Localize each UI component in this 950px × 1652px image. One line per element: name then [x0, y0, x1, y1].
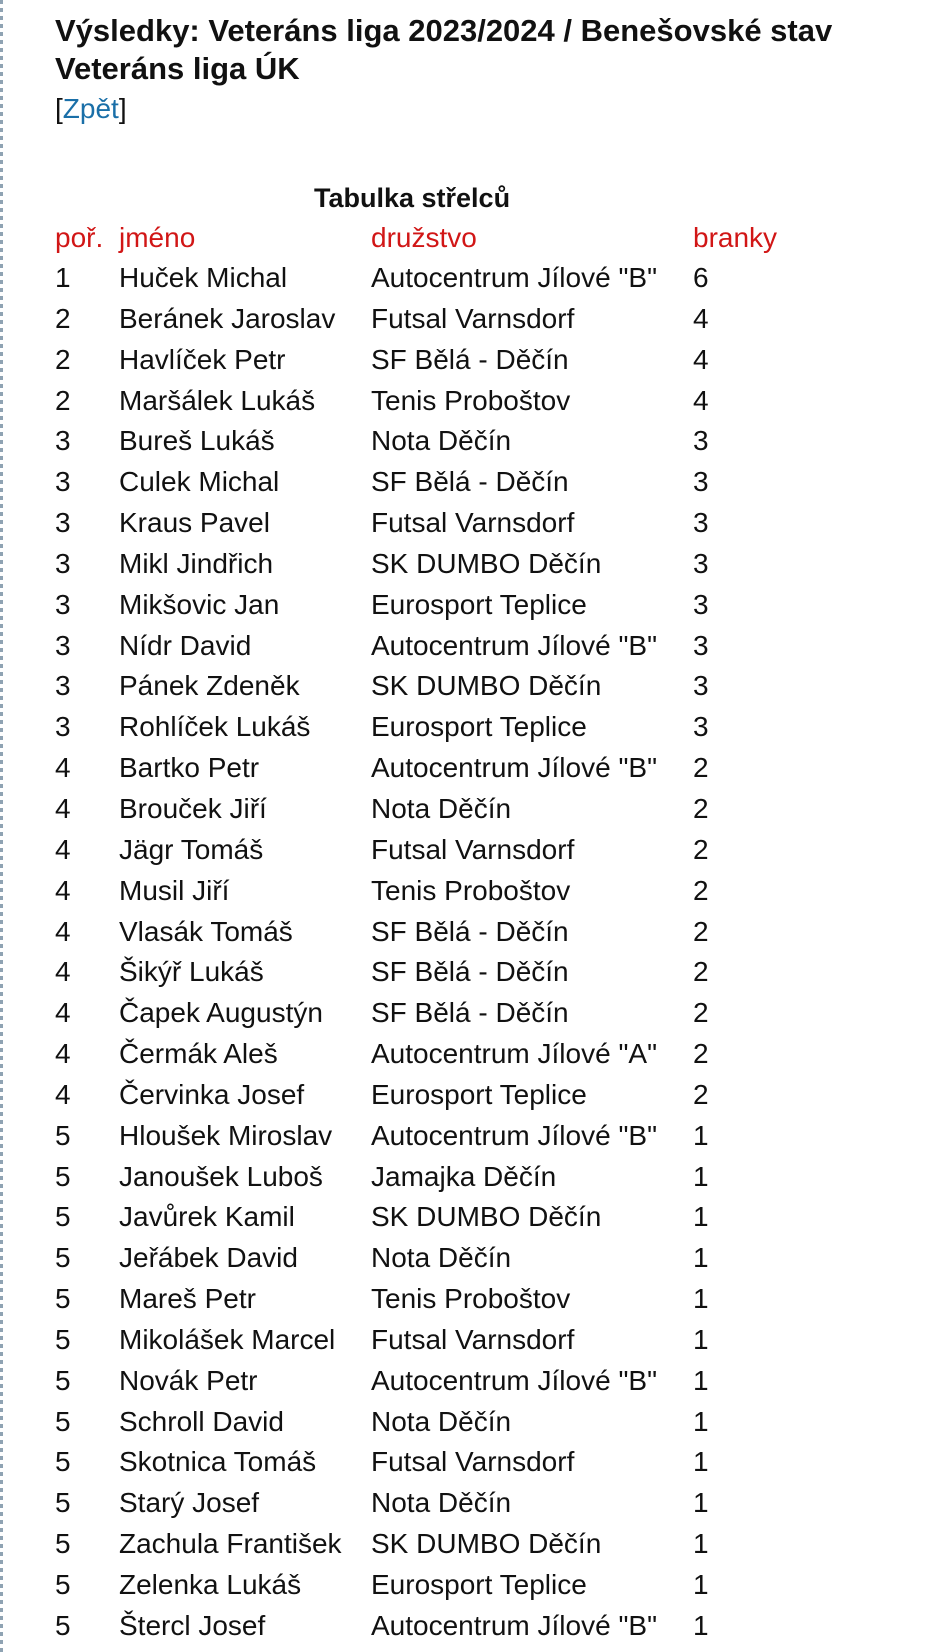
table-row — [55, 1116, 777, 1157]
cell-goals: 3 — [693, 547, 709, 579]
cell-team: Tenis Proboštov — [371, 874, 571, 906]
cell-player-name: Čapek Augustýn — [119, 997, 323, 1029]
table-row — [55, 1034, 777, 1075]
cell-goals: 1 — [693, 1364, 709, 1396]
cell-rank: 2 — [55, 384, 71, 416]
cell-team: Futsal Varnsdorf — [371, 833, 575, 865]
cell-player-name: Štercl Josef — [119, 1609, 266, 1641]
back-bracket-close: ] — [118, 93, 127, 124]
cell-goals: 3 — [693, 711, 709, 743]
cell-rank: 5 — [55, 1283, 71, 1315]
results-page — [55, 12, 950, 1647]
cell-team: Nota Děčín — [371, 1487, 512, 1519]
cell-player-name: Červinka Josef — [119, 1078, 305, 1110]
cell-team: SF Bělá - Děčín — [371, 343, 569, 375]
page-title-line-1: Výsledky: Veteráns liga 2023/2024 / Benešovské stav — [55, 13, 833, 48]
cell-goals: 1 — [693, 1487, 709, 1519]
cell-team: SF Bělá - Děčín — [371, 466, 569, 498]
cell-rank: 5 — [55, 1119, 71, 1151]
cell-rank: 3 — [55, 670, 71, 702]
cell-player-name: Pánek Zdeněk — [119, 670, 300, 702]
cell-player-name: Beránek Jaroslav — [119, 302, 336, 334]
cell-rank: 5 — [55, 1487, 71, 1519]
scorers-table-body — [55, 258, 777, 1647]
cell-rank: 5 — [55, 1201, 71, 1233]
cell-goals: 2 — [693, 833, 709, 865]
cell-player-name: Kraus Pavel — [119, 507, 270, 539]
cell-player-name: Schroll David — [119, 1405, 284, 1437]
cell-team: Autocentrum Jílové "B" — [371, 1364, 658, 1396]
cell-goals: 1 — [693, 1242, 709, 1274]
cell-rank: 4 — [55, 874, 71, 906]
cell-player-name: Bartko Petr — [119, 752, 260, 784]
table-row — [55, 830, 777, 871]
cell-goals: 1 — [693, 1119, 709, 1151]
table-row — [55, 503, 777, 544]
cell-team: Autocentrum Jílové "B" — [371, 752, 658, 784]
table-row — [55, 544, 777, 585]
cell-rank: 4 — [55, 915, 71, 947]
table-row — [55, 1075, 777, 1116]
table-row — [55, 1565, 777, 1606]
cell-rank: 5 — [55, 1323, 71, 1355]
cell-player-name: Jägr Tomáš — [119, 833, 264, 865]
cell-goals: 2 — [693, 874, 709, 906]
cell-rank: 4 — [55, 1038, 71, 1070]
cell-player-name: Musil Jiří — [119, 874, 230, 906]
cell-team: Futsal Varnsdorf — [371, 302, 575, 334]
cell-goals: 2 — [693, 792, 709, 824]
cell-player-name: Mikšovic Jan — [119, 588, 280, 620]
cell-goals: 3 — [693, 588, 709, 620]
cell-rank: 4 — [55, 997, 71, 1029]
cell-player-name: Šikýř Lukáš — [119, 956, 264, 988]
cell-player-name: Vlasák Tomáš — [119, 915, 293, 947]
cell-player-name: Nídr David — [119, 629, 252, 661]
table-row — [55, 789, 777, 830]
table-row — [55, 381, 777, 422]
cell-goals: 1 — [693, 1405, 709, 1437]
cell-goals: 3 — [693, 507, 709, 539]
cell-rank: 5 — [55, 1569, 71, 1600]
cell-player-name: Bureš Lukáš — [119, 425, 275, 457]
cell-team: Autocentrum Jílové "B" — [371, 629, 658, 661]
cell-goals: 1 — [693, 1201, 709, 1233]
table-row — [55, 871, 777, 912]
cell-team: Futsal Varnsdorf — [371, 1323, 575, 1355]
cell-goals: 1 — [693, 1160, 709, 1192]
cell-player-name: Janoušek Luboš — [119, 1160, 323, 1192]
cell-team: Eurosport Teplice — [371, 588, 587, 620]
table-row — [55, 952, 777, 993]
cell-goals: 4 — [693, 343, 709, 375]
table-row — [55, 1606, 777, 1647]
cell-player-name: Zelenka Lukáš — [119, 1569, 302, 1600]
cell-rank: 3 — [55, 547, 71, 579]
cell-team: SK DUMBO Děčín — [371, 670, 602, 702]
cell-player-name: Javůrek Kamil — [119, 1201, 295, 1233]
cell-team: SK DUMBO Děčín — [371, 547, 602, 579]
cell-team: SF Bělá - Děčín — [371, 915, 569, 947]
cell-goals: 1 — [693, 1528, 709, 1560]
cell-rank: 2 — [55, 302, 71, 334]
cell-team: SF Bělá - Děčín — [371, 956, 569, 988]
cell-goals: 2 — [693, 997, 709, 1029]
cell-player-name: Havlíček Petr — [119, 343, 286, 375]
cell-team: SF Bělá - Děčín — [371, 997, 569, 1029]
cell-player-name: Zachula František — [119, 1528, 342, 1560]
cell-rank: 3 — [55, 466, 71, 498]
cell-rank: 3 — [55, 507, 71, 539]
column-header-rank: poř. — [55, 222, 104, 253]
cell-rank: 1 — [55, 262, 71, 293]
cell-rank: 5 — [55, 1528, 71, 1560]
cell-team: Autocentrum Jílové "B" — [371, 1119, 658, 1151]
cell-player-name: Culek Michal — [119, 466, 280, 498]
cell-team: Futsal Varnsdorf — [371, 1446, 575, 1478]
column-header-name: jméno — [119, 222, 196, 253]
cell-goals: 1 — [693, 1283, 709, 1315]
table-row — [55, 421, 777, 462]
cell-rank: 2 — [55, 343, 71, 375]
cell-team: Nota Děčín — [371, 1242, 512, 1274]
column-header-goals: branky — [693, 222, 778, 253]
table-row — [55, 462, 777, 503]
cell-rank: 4 — [55, 833, 71, 865]
cell-rank: 3 — [55, 425, 71, 457]
cell-player-name: Huček Michal — [119, 262, 288, 293]
cell-player-name: Mareš Petr — [119, 1283, 256, 1315]
cell-goals: 2 — [693, 915, 709, 947]
cell-player-name: Mikl Jindřich — [119, 547, 274, 579]
cell-team: Eurosport Teplice — [371, 1078, 587, 1110]
table-row — [55, 340, 777, 381]
cell-goals: 4 — [693, 384, 709, 416]
cell-rank: 5 — [55, 1160, 71, 1192]
cell-goals: 6 — [693, 262, 709, 293]
cell-team: Autocentrum Jílové "B" — [371, 1609, 658, 1641]
cell-goals: 1 — [693, 1569, 709, 1600]
cell-team: Eurosport Teplice — [371, 711, 587, 743]
cell-rank: 4 — [55, 956, 71, 988]
back-bracket-open: [ — [55, 93, 63, 124]
table-row — [55, 1402, 777, 1443]
cell-team: Tenis Proboštov — [371, 1283, 571, 1315]
cell-player-name: Skotnica Tomáš — [119, 1446, 317, 1478]
table-row — [55, 993, 777, 1034]
cell-team: Tenis Proboštov — [371, 384, 571, 416]
cell-rank: 5 — [55, 1405, 71, 1437]
cell-team: Futsal Varnsdorf — [371, 507, 575, 539]
cell-rank: 3 — [55, 629, 71, 661]
cell-rank: 5 — [55, 1609, 71, 1641]
cell-goals: 1 — [693, 1323, 709, 1355]
cell-goals: 3 — [693, 670, 709, 702]
cell-team: Nota Děčín — [371, 425, 512, 457]
cell-player-name: Rohlíček Lukáš — [119, 711, 311, 743]
cell-rank: 4 — [55, 752, 71, 784]
table-row — [55, 258, 777, 299]
cell-goals: 2 — [693, 956, 709, 988]
scorers-table-caption: Tabulka střelců — [314, 183, 511, 213]
cell-rank: 4 — [55, 1078, 71, 1110]
cell-rank: 5 — [55, 1364, 71, 1396]
cell-goals: 2 — [693, 1078, 709, 1110]
cell-rank: 5 — [55, 1242, 71, 1274]
cell-team: SK DUMBO Děčín — [371, 1528, 602, 1560]
cell-player-name: Hloušek Miroslav — [119, 1119, 333, 1151]
cell-goals: 2 — [693, 1038, 709, 1070]
cell-player-name: Novák Petr — [119, 1364, 258, 1396]
cell-goals: 3 — [693, 466, 709, 498]
table-row — [55, 1238, 777, 1279]
cell-goals: 1 — [693, 1446, 709, 1478]
table-row — [55, 912, 777, 953]
table-row — [55, 1197, 777, 1238]
table-row — [55, 1279, 777, 1320]
cell-team: Autocentrum Jílové "B" — [371, 262, 658, 293]
cell-goals: 3 — [693, 425, 709, 457]
cell-rank: 4 — [55, 792, 71, 824]
cell-rank: 5 — [55, 1446, 71, 1478]
cell-goals: 4 — [693, 302, 709, 334]
scorers-table-header-row — [55, 218, 777, 258]
cell-team: SK DUMBO Děčín — [371, 1201, 602, 1233]
page-left-border — [0, 0, 3, 1652]
table-row — [55, 626, 777, 667]
back-nav — [55, 90, 950, 128]
table-row — [55, 1157, 777, 1198]
cell-team: Nota Děčín — [371, 1405, 512, 1437]
cell-goals: 3 — [693, 629, 709, 661]
table-row — [55, 299, 777, 340]
table-row — [55, 1483, 777, 1524]
table-row — [55, 1442, 777, 1483]
cell-goals: 1 — [693, 1609, 709, 1641]
cell-player-name: Jeřábek David — [119, 1242, 298, 1274]
cell-rank: 3 — [55, 711, 71, 743]
table-row — [55, 748, 777, 789]
table-row — [55, 1524, 777, 1565]
page-title-line-2: Veteráns liga ÚK — [55, 51, 300, 86]
table-row — [55, 1320, 777, 1361]
cell-player-name: Starý Josef — [119, 1487, 260, 1519]
cell-team: Jamajka Děčín — [371, 1160, 557, 1192]
scorers-table — [55, 218, 777, 1647]
cell-team: Nota Děčín — [371, 792, 512, 824]
cell-goals: 2 — [693, 752, 709, 784]
cell-team: Autocentrum Jílové "A" — [371, 1038, 658, 1070]
table-row — [55, 585, 777, 626]
table-row — [55, 1361, 777, 1402]
cell-player-name: Mikolášek Marcel — [119, 1323, 336, 1355]
cell-rank: 3 — [55, 588, 71, 620]
back-link[interactable]: Zpět — [62, 93, 119, 124]
cell-player-name: Brouček Jiří — [119, 792, 267, 824]
column-header-team: družstvo — [371, 222, 477, 253]
cell-player-name: Čermák Aleš — [119, 1038, 278, 1070]
table-row — [55, 666, 777, 707]
cell-player-name: Maršálek Lukáš — [119, 384, 316, 416]
table-row — [55, 707, 777, 748]
cell-team: Eurosport Teplice — [371, 1569, 587, 1600]
